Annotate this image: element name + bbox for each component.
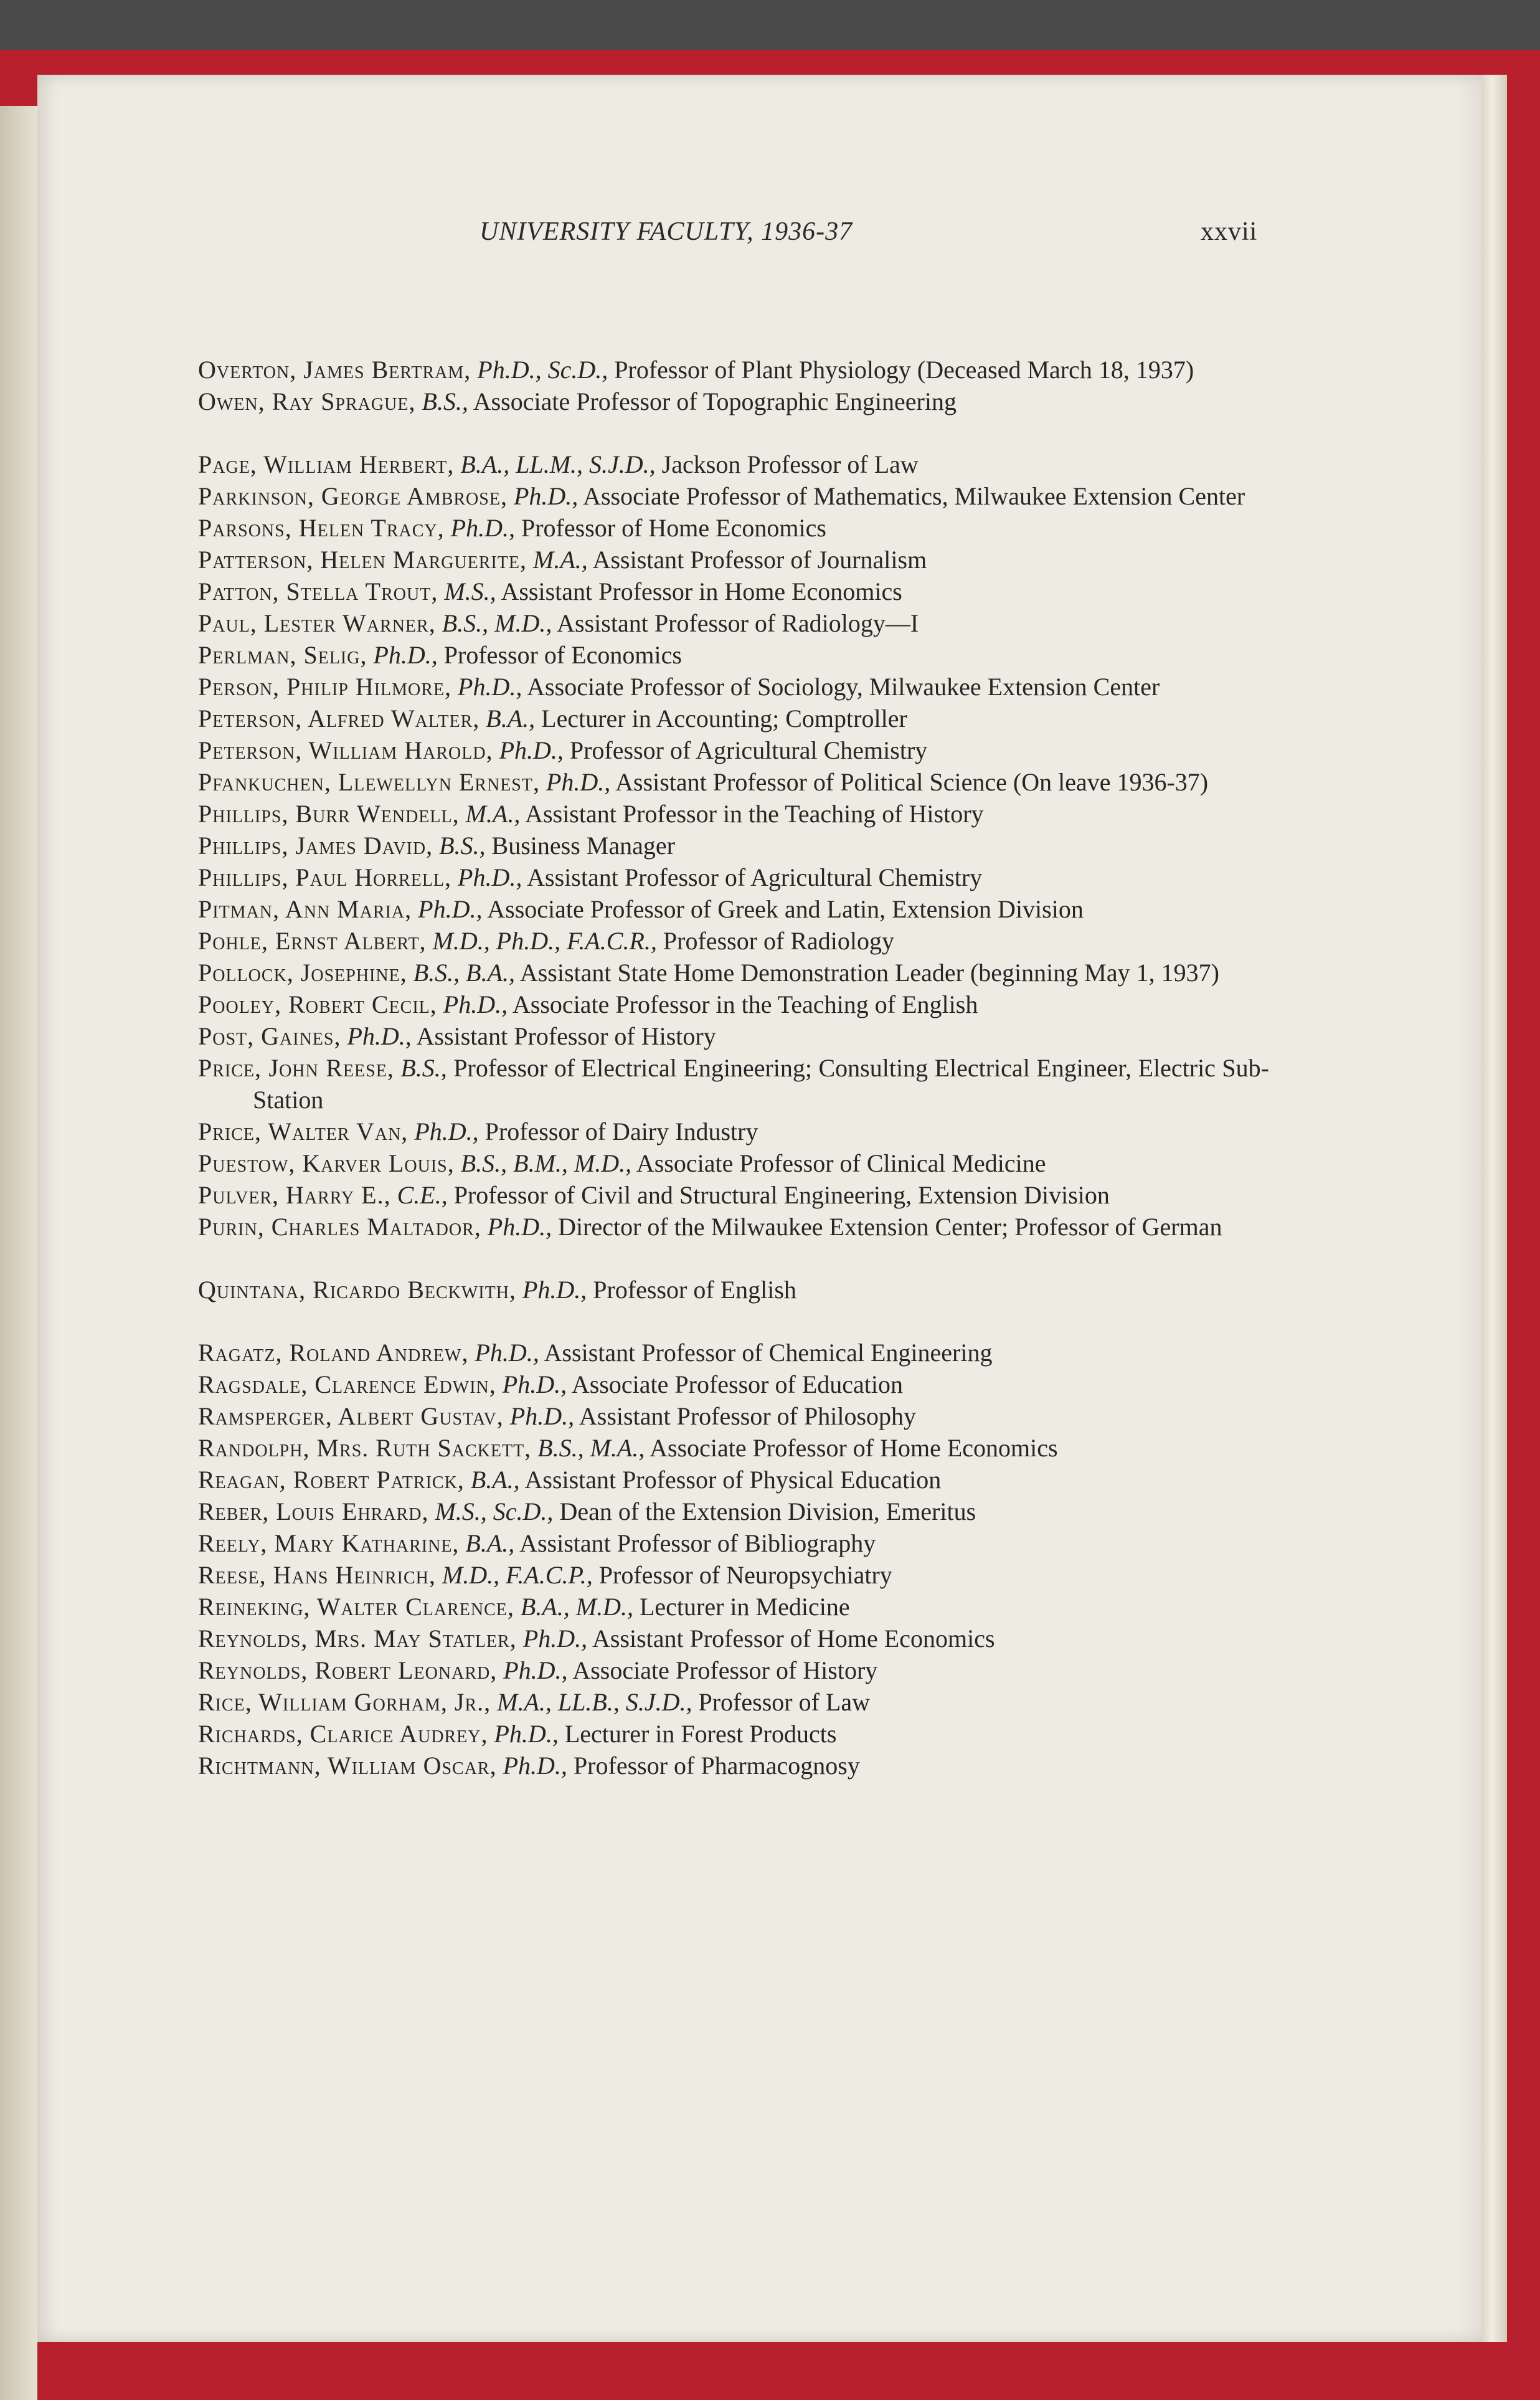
- faculty-name: Parkinson, George Ambrose,: [198, 482, 508, 510]
- faculty-degrees: Ph.D.,: [373, 641, 438, 669]
- faculty-degrees: Ph.D.,: [414, 1117, 479, 1145]
- faculty-name: Reely, Mary Katharine,: [198, 1529, 460, 1557]
- faculty-degrees: Ph.D.,: [458, 863, 522, 891]
- faculty-degrees: M.D., F.A.C.P.,: [442, 1561, 593, 1589]
- section-gap: [198, 417, 1269, 448]
- faculty-degrees: Ph.D.,: [418, 895, 483, 923]
- faculty-name: Patton, Stella Trout,: [198, 577, 438, 605]
- faculty-title: Lecturer in Accounting; Comptroller: [541, 704, 907, 733]
- faculty-entry: [198, 1147, 1269, 1179]
- faculty-entry: [198, 1116, 1269, 1147]
- faculty-title: Dean of the Extension Division, Emeritus: [559, 1497, 976, 1525]
- faculty-title: Assistant Professor of Chemical Engineering: [544, 1339, 993, 1367]
- faculty-title: Professor of Law: [698, 1688, 870, 1716]
- faculty-entry: [198, 386, 1269, 417]
- faculty-name: Reagan, Robert Patrick,: [198, 1466, 465, 1494]
- faculty-entry: [198, 1464, 1269, 1496]
- faculty-title: Lecturer in Forest Products: [564, 1720, 837, 1748]
- running-head: UNIVERSITY FACULTY, 1936-37: [479, 217, 853, 246]
- faculty-entry: [198, 1496, 1269, 1527]
- faculty-degrees: Ph.D.,: [487, 1213, 552, 1241]
- faculty-entry: [198, 1179, 1269, 1211]
- faculty-title: Assistant Professor of Radiology—I: [557, 609, 919, 637]
- faculty-entry: [198, 861, 1269, 893]
- faculty-entry: [198, 671, 1269, 703]
- faculty-degrees: Ph.D.,: [458, 673, 522, 701]
- faculty-entry: [198, 703, 1269, 734]
- faculty-name: Price, Walter Van,: [198, 1117, 409, 1145]
- faculty-entry: [198, 1052, 1269, 1116]
- faculty-name: Ramsperger, Albert Gustav,: [198, 1402, 504, 1430]
- faculty-entry: [198, 607, 1269, 639]
- faculty-title: Professor of Agricultural Chemistry: [569, 736, 928, 764]
- faculty-name: Perlman, Selig,: [198, 641, 367, 669]
- faculty-entry: [198, 1591, 1269, 1623]
- faculty-title: Assistant Professor of Bibliography: [519, 1529, 876, 1557]
- faculty-degrees: B.S., M.D.,: [442, 609, 552, 637]
- faculty-entry: [198, 1559, 1269, 1591]
- faculty-name: Ragatz, Roland Andrew,: [198, 1339, 469, 1367]
- faculty-degrees: B.S.,: [422, 387, 468, 415]
- page-number: xxvii: [1201, 217, 1258, 246]
- section-gap: [198, 1243, 1269, 1274]
- faculty-title: Assistant Professor of Home Economics: [592, 1625, 995, 1653]
- faculty-degrees: Ph.D.,: [513, 482, 579, 510]
- faculty-name: Phillips, James David,: [198, 832, 433, 860]
- faculty-title: Professor of Radiology: [663, 927, 894, 955]
- faculty-entry: [198, 639, 1269, 671]
- faculty-name: Reineking, Walter Clarence,: [198, 1593, 514, 1621]
- faculty-name: Owen, Ray Sprague,: [198, 387, 416, 415]
- faculty-entry: [198, 1400, 1269, 1432]
- faculty-entry: [198, 1020, 1269, 1052]
- faculty-title: Professor of Home Economics: [521, 514, 826, 542]
- faculty-name: Ragsdale, Clarence Edwin,: [198, 1370, 496, 1398]
- faculty-degrees: Ph.D.,: [546, 768, 611, 796]
- faculty-title: Assistant Professor in the Teaching of History: [525, 800, 984, 828]
- faculty-name: Person, Philip Hilmore,: [198, 673, 452, 701]
- faculty-name: Peterson, Alfred Walter,: [198, 704, 480, 733]
- faculty-entry: [198, 1527, 1269, 1559]
- faculty-title: Associate Professor of Topographic Engineering: [473, 387, 957, 415]
- faculty-entry: [198, 354, 1269, 386]
- faculty-title: Associate Professor in the Teaching of English: [512, 990, 978, 1018]
- faculty-title: Associate Professor of Mathematics, Milwaukee Extension Center: [583, 482, 1245, 510]
- faculty-entry: [198, 1211, 1269, 1243]
- faculty-degrees: Ph.D.,: [499, 736, 564, 764]
- faculty-title: Director of the Milwaukee Extension Center; Professor of German: [558, 1213, 1222, 1241]
- faculty-degrees: B.S.,: [439, 832, 486, 860]
- faculty-name: Pohle, Ernst Albert,: [198, 927, 427, 955]
- faculty-title: Assistant Professor of History: [416, 1022, 716, 1050]
- faculty-title: Associate Professor of Home Economics: [650, 1434, 1058, 1462]
- faculty-title: Professor of Economics: [443, 641, 682, 669]
- faculty-name: Paul, Lester Warner,: [198, 609, 436, 637]
- faculty-entry: [198, 1623, 1269, 1654]
- faculty-name: Pooley, Robert Cecil,: [198, 990, 437, 1018]
- faculty-title: Assistant Professor of Physical Education: [524, 1466, 942, 1494]
- faculty-entry: [198, 925, 1269, 957]
- faculty-name: Richards, Clarice Audrey,: [198, 1720, 488, 1748]
- faculty-name: Pitman, Ann Maria,: [198, 895, 412, 923]
- faculty-name: Reynolds, Mrs. May Statler,: [198, 1625, 517, 1653]
- faculty-degrees: M.S.,: [444, 577, 496, 605]
- faculty-title: Assistant State Home Demonstration Leader (beginning May 1, 1937): [519, 959, 1219, 987]
- faculty-title: Business Manager: [491, 832, 675, 860]
- faculty-title: Professor of Plant Physiology (Deceased March 18, 1937): [614, 356, 1194, 384]
- faculty-degrees: M.S., Sc.D.,: [435, 1497, 554, 1525]
- faculty-degrees: Ph.D.,: [443, 990, 508, 1018]
- faculty-degrees: M.D., Ph.D., F.A.C.R.,: [432, 927, 657, 955]
- faculty-entry: [198, 1654, 1269, 1686]
- faculty-degrees: Ph.D.,: [347, 1022, 412, 1050]
- faculty-title: Assistant Professor of Journalism: [592, 546, 927, 574]
- faculty-entry: [198, 734, 1269, 766]
- faculty-degrees: B.S., B.A.,: [413, 959, 516, 987]
- faculty-title: Associate Professor of Greek and Latin, Extension Division: [487, 895, 1084, 923]
- faculty-degrees: M.A., LL.B., S.J.D.,: [497, 1688, 692, 1716]
- faculty-title: Associate Professor of Education: [571, 1370, 903, 1398]
- faculty-degrees: Ph.D.,: [522, 1276, 587, 1304]
- faculty-name: Randolph, Mrs. Ruth Sackett,: [198, 1434, 532, 1462]
- faculty-name: Pollock, Josephine,: [198, 959, 407, 987]
- faculty-title: Professor of Electrical Engineering; Consulting Electrical Engineer, Electric Sub-Station: [253, 1054, 1269, 1114]
- faculty-title: Professor of Civil and Structural Engineering, Extension Division: [453, 1181, 1110, 1209]
- faculty-entry: [198, 957, 1269, 989]
- faculty-degrees: Ph.D.,: [450, 514, 515, 542]
- faculty-name: Puestow, Karver Louis,: [198, 1149, 455, 1177]
- faculty-entry: [198, 766, 1269, 798]
- faculty-degrees: B.S., B.M., M.D.,: [460, 1149, 632, 1177]
- faculty-entry: [198, 1718, 1269, 1750]
- page-header: [0, 217, 1540, 260]
- faculty-entry: [198, 893, 1269, 925]
- faculty-degrees: Ph.D.,: [503, 1752, 567, 1780]
- faculty-name: Richtmann, William Oscar,: [198, 1752, 497, 1780]
- faculty-entry: [198, 480, 1269, 512]
- faculty-entry: [198, 1368, 1269, 1400]
- faculty-name: Phillips, Burr Wendell,: [198, 800, 460, 828]
- faculty-name: Parsons, Helen Tracy,: [198, 514, 445, 542]
- facing-page-edge: [0, 106, 37, 2400]
- faculty-title: Assistant Professor of Political Science (On leave 1936-37): [615, 768, 1209, 796]
- faculty-name: Pfankuchen, Llewellyn Ernest,: [198, 768, 540, 796]
- faculty-degrees: Ph.D.,: [503, 1656, 568, 1684]
- faculty-degrees: B.A., LL.M., S.J.D.,: [460, 450, 656, 478]
- faculty-degrees: M.A.,: [465, 800, 521, 828]
- section-gap: [198, 1306, 1269, 1337]
- faculty-degrees: Ph.D.,: [475, 1339, 539, 1367]
- faculty-name: Reynolds, Robert Leonard,: [198, 1656, 498, 1684]
- faculty-name: Pulver, Harry E.,: [198, 1181, 391, 1209]
- faculty-name: Overton, James Bertram,: [198, 356, 471, 384]
- faculty-name: Post, Gaines,: [198, 1022, 341, 1050]
- faculty-name: Phillips, Paul Horrell,: [198, 863, 452, 891]
- faculty-degrees: B.A., M.D.,: [520, 1593, 633, 1621]
- faculty-title: Professor of Neuropsychiatry: [598, 1561, 892, 1589]
- faculty-entry: [198, 1337, 1269, 1368]
- faculty-list: [198, 354, 1269, 1781]
- faculty-entry: [198, 544, 1269, 576]
- faculty-degrees: Ph.D.,: [494, 1720, 559, 1748]
- faculty-name: Page, William Herbert,: [198, 450, 455, 478]
- faculty-degrees: Ph.D.,: [522, 1625, 588, 1653]
- faculty-name: Purin, Charles Maltador,: [198, 1213, 481, 1241]
- faculty-title: Assistant Professor of Philosophy: [579, 1402, 917, 1430]
- faculty-entry: [198, 830, 1269, 861]
- faculty-degrees: B.A.,: [486, 704, 536, 733]
- faculty-degrees: Ph.D., Sc.D.,: [477, 356, 608, 384]
- faculty-name: Price, John Reese,: [198, 1054, 394, 1082]
- faculty-title: Associate Professor of Sociology, Milwaukee Extension Center: [527, 673, 1160, 701]
- faculty-degrees: C.E.,: [397, 1181, 448, 1209]
- faculty-title: Professor of Dairy Industry: [484, 1117, 758, 1145]
- faculty-name: Rice, William Gorham, Jr.,: [198, 1688, 491, 1716]
- faculty-entry: [198, 1750, 1269, 1781]
- faculty-degrees: B.S., M.A.,: [537, 1434, 645, 1462]
- faculty-entry: [198, 989, 1269, 1020]
- faculty-entry: [198, 576, 1269, 607]
- faculty-degrees: Ph.D.,: [509, 1402, 575, 1430]
- faculty-name: Patterson, Helen Marguerite,: [198, 546, 527, 574]
- faculty-degrees: Ph.D.,: [502, 1370, 567, 1398]
- faculty-title: Assistant Professor in Home Economics: [501, 577, 902, 605]
- faculty-entry: [198, 1686, 1269, 1718]
- page-fore-edge: [1482, 75, 1507, 2342]
- faculty-degrees: B.A.,: [465, 1529, 515, 1557]
- faculty-title: Lecturer in Medicine: [639, 1593, 850, 1621]
- faculty-degrees: M.A.,: [533, 546, 588, 574]
- faculty-title: Associate Professor of Clinical Medicine: [636, 1149, 1046, 1177]
- faculty-name: Reese, Hans Heinrich,: [198, 1561, 436, 1589]
- faculty-title: Assistant Professor of Agricultural Chemistry: [527, 863, 983, 891]
- faculty-entry: [198, 448, 1269, 480]
- faculty-entry: [198, 1274, 1269, 1306]
- faculty-title: Professor of Pharmacognosy: [573, 1752, 860, 1780]
- faculty-name: Peterson, William Harold,: [198, 736, 493, 764]
- faculty-title: Jackson Professor of Law: [661, 450, 919, 478]
- faculty-title: Professor of English: [593, 1276, 796, 1304]
- faculty-name: Quintana, Ricardo Beckwith,: [198, 1276, 516, 1304]
- faculty-name: Reber, Louis Ehrard,: [198, 1497, 429, 1525]
- faculty-entry: [198, 798, 1269, 830]
- faculty-entry: [198, 1432, 1269, 1464]
- faculty-degrees: B.A.,: [470, 1466, 520, 1494]
- faculty-degrees: B.S.,: [400, 1054, 447, 1082]
- faculty-entry: [198, 512, 1269, 544]
- faculty-title: Associate Professor of History: [572, 1656, 878, 1684]
